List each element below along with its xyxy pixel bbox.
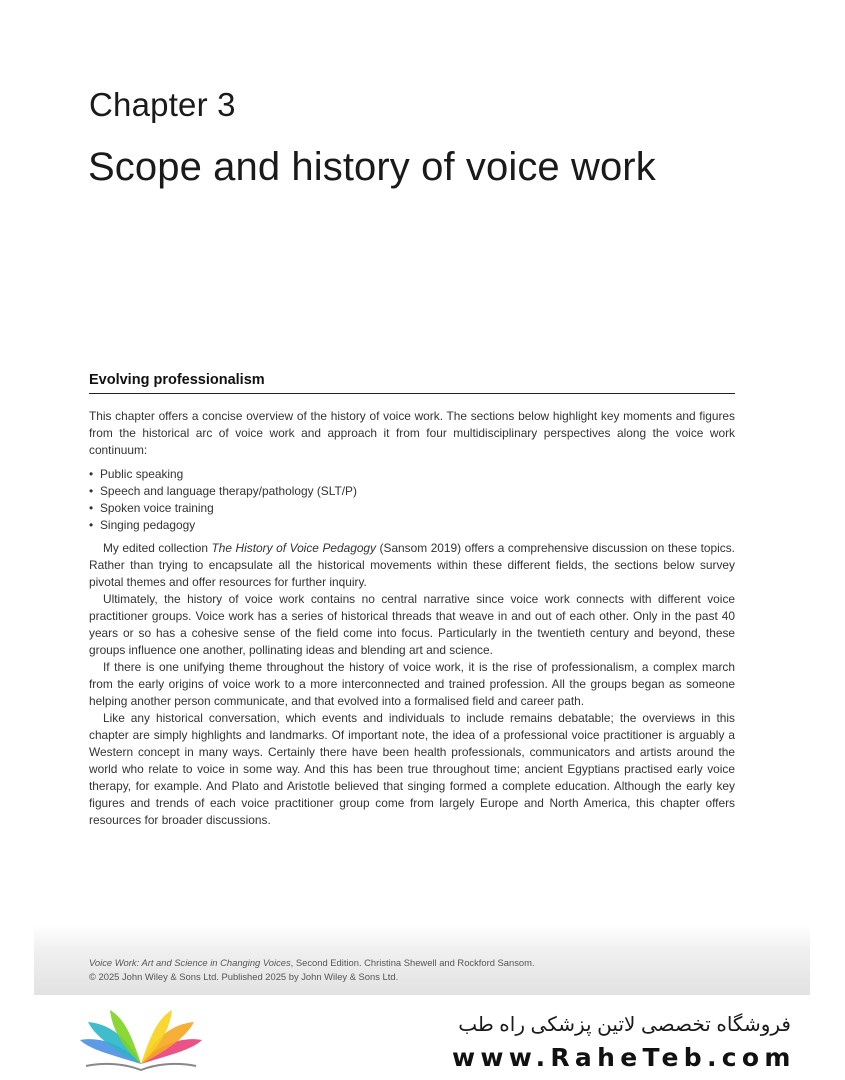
footer-copyright: © 2025 John Wiley & Sons Ltd. Published 2025 by John Wiley & Sons Ltd. [89,971,399,982]
watermark-url: www.RaheTeb.com [452,1043,796,1072]
chapter-title: Scope and history of voice work [88,145,656,189]
list-item: • Speech and language therapy/pathology (SLT/P) [89,483,735,500]
footer-citation [89,956,535,984]
list-item: • Spoken voice training [89,500,735,517]
section-evolving-professionalism [89,372,735,829]
cited-book-title: The History of Voice Pedagogy [211,541,376,555]
section-body [89,408,735,829]
paragraph-2: Ultimately, the history of voice work contains no central narrative since voice work connects with different voice practitioner groups. Voice work has a series of historical threads that weave in and out of each other. Only in the past 40 years or so has a cohesive sense of the field come into focus. Particularly in the twentieth century and beyond, these groups influence one another, pollinating ideas and blending art and science. [89,592,735,657]
footer-edition: , Second Edition. Christina Shewell and Rockford Sansom. [290,957,535,968]
paragraph-1-rest: (Sansom 2019) offers a comprehensive discussion on these topics. Rather than trying to encapsulate all the historical movements within these different fields, the sections below survey pivotal themes and offer resources for further inquiry. [89,541,735,589]
paragraph-1 [89,540,735,591]
chapter-label: Chapter 3 [89,86,236,123]
watermark-persian-text: فروشگاه تخصصی لاتین پزشکی راه طب [458,1014,791,1036]
footer-edition-line [89,956,535,970]
section-heading: Evolving professionalism [89,372,735,394]
footer-book-title: Voice Work: Art and Science in Changing Voices [89,957,291,968]
open-book-icon [76,1006,206,1072]
paragraph-4: Like any historical conversation, which events and individuals to include remains debatable; the overviews in this chapter are simply highlights and landmarks. Of important note, the idea of a professional voice practitioner is arguably a Western concept in many ways. Certainly there have been health professionals, communicators and artists around the world who relate to voice in some way. And this has been true throughout time; ancient Egyptians practised early voice therapy, for example. And Plato and Aristotle believed that singing formed a complete education. Although the early key figures and trends of each voice practitioner group come from largely Europe and North America, this chapter offers resources for broader discussions. [89,711,735,827]
list-item: • Public speaking [89,466,735,483]
paragraph-1-lead: My edited collection [103,541,212,555]
list-item: • Singing pedagogy [89,517,735,534]
paragraph-3: If there is one unifying theme throughout the history of voice work, it is the rise of professionalism, a complex march from the early origins of voice work to a more interconnected and trained profession. All the groups began as someone helping another person communicate, and that evolved into a formalised field and career path. [89,660,735,708]
intro-paragraph: This chapter offers a concise overview of the history of voice work. The sections below highlight key moments and figures from the historical arc of voice work and approach it from four multidisciplinary perspectives along the voice work continuum: [89,409,735,457]
perspective-list [89,466,735,534]
